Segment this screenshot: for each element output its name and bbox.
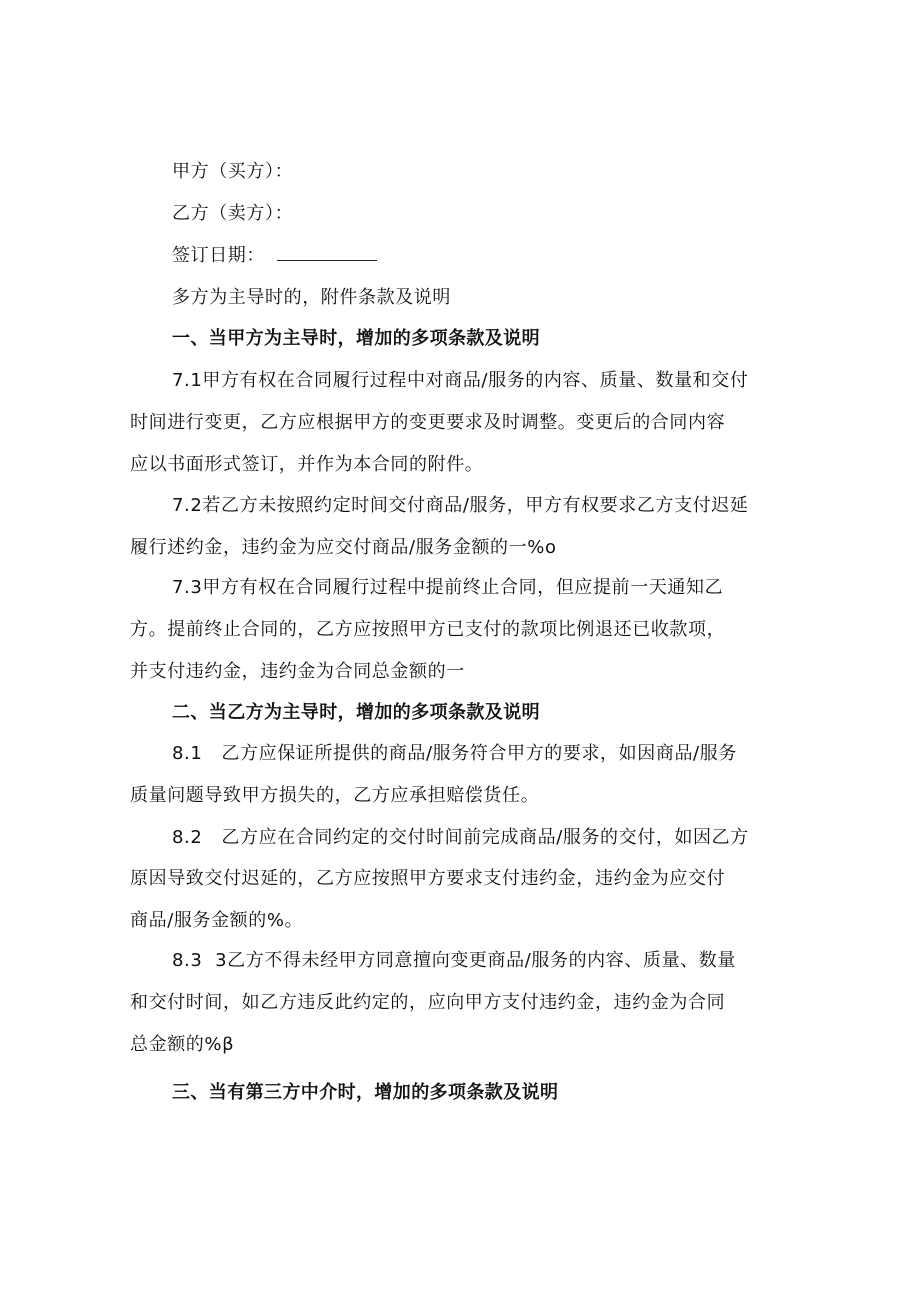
sign-date-row	[172, 244, 377, 268]
section-3-heading: 三、当有第三方中介时，增加的多项条款及说明	[172, 1082, 559, 1103]
clause-8-1-line-1: 8.1 乙方应保证所提供的商品/服务符合甲方的要求，如因商品/服务	[172, 743, 737, 764]
clause-8-3-line-2: 和交付时间，如乙方违反此约定的，应向甲方支付违约金，违约金为合同	[130, 992, 726, 1013]
sign-date-blank	[277, 246, 377, 261]
clause-8-3-line-3: 总金额的%β	[130, 1034, 235, 1055]
clause-7-3-line-1: 7.3甲方有权在合同履行过程中提前终止合同，但应提前一天通知乙	[172, 577, 724, 598]
clause-8-1-line-2: 质量问题导致甲方损失的，乙方应承担赔偿货任。	[130, 785, 540, 806]
section-1-heading: 一、当甲方为主导时，增加的多项条款及说明	[172, 328, 540, 349]
party-a-label: 甲方（买方）：	[172, 161, 294, 182]
clause-8-2-line-2: 原因导致交付迟延的，乙方应按照甲方要求支付违约金，违约金为应交付	[130, 868, 726, 889]
clause-7-3-line-3: 并支付违约金，违约金为合同总金额的一	[130, 661, 465, 682]
clause-7-1-line-2: 时间进行变更，乙方应根据甲方的变更要求及时调整。变更后的合同内容	[130, 412, 726, 433]
clause-7-2-line-2: 履行述约金，违约金为应交付商品/服务金额的一%o	[130, 537, 557, 558]
sign-date-label: 签订日期：	[172, 245, 265, 266]
section-2-heading: 二、当乙方为主导时，增加的多项条款及说明	[172, 702, 540, 723]
clause-8-2-line-1: 8.2 乙方应在合同约定的交付时间前完成商品/服务的交付，如因乙方	[172, 827, 749, 848]
clause-8-3-line-1: 8.3 3乙方不得未经甲方同意擅向变更商品/服务的内容、质量、数量	[172, 950, 736, 971]
clause-7-1-line-1: 7.1甲方有权在合同履行过程中对商品/服务的内容、质量、数量和交付	[172, 370, 749, 391]
intro-text: 多方为主导时的，附件条款及说明	[172, 287, 451, 308]
party-b-label: 乙方（卖方）：	[172, 203, 294, 224]
clause-8-2-line-3: 商品/服务金额的%。	[130, 910, 304, 931]
clause-7-1-line-3: 应以书面形式签订，并作为本合同的附件。	[130, 454, 484, 475]
clause-7-2-line-1: 7.2若乙方未按照约定时间交付商品/服务，甲方有权要求乙方支付迟延	[172, 495, 749, 516]
clause-7-3-line-2: 方。提前终止合同的，乙方应按照甲方已支付的款项比例退还已收款项，	[130, 619, 726, 640]
